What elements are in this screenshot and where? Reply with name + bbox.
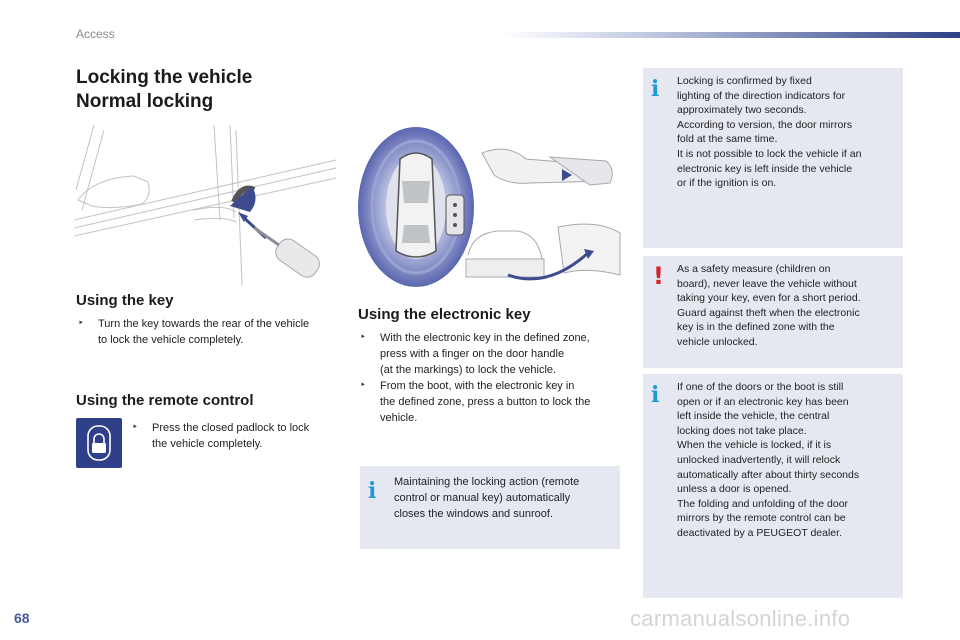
page-subtitle: Normal locking xyxy=(76,91,214,112)
door-key-illustration xyxy=(74,120,342,292)
electronic-bullet1-line2: press with a finger on the door handle xyxy=(380,348,565,360)
info-box-locking xyxy=(643,68,903,248)
bullet-mark-icon: ‣ xyxy=(78,318,84,329)
key-bullet-line2: to lock the vehicle completely. xyxy=(98,334,244,346)
section-label: Access xyxy=(76,27,115,41)
key-heading: Using the key xyxy=(76,292,174,309)
info-icon: i xyxy=(651,382,660,408)
electronic-heading: Using the electronic key xyxy=(358,306,531,323)
remote-heading: Using the remote control xyxy=(76,392,254,409)
electronic-key-illustration xyxy=(358,125,622,290)
bullet-mark-icon: ‣ xyxy=(132,422,138,433)
bullet-mark-icon: ‣ xyxy=(360,380,366,391)
header-bar xyxy=(500,32,960,38)
electronic-bullet1-line1: With the electronic key in the defined zone, xyxy=(380,332,590,344)
page-number: 68 xyxy=(14,610,30,626)
page-title: Locking the vehicle xyxy=(76,67,253,88)
key-bullet-line1: Turn the key towards the rear of the vehicle xyxy=(98,318,310,330)
info-box-sunroof xyxy=(360,466,620,549)
info-box-relock xyxy=(643,374,903,598)
electronic-bullet2-line1: From the boot, with the electronic key in xyxy=(380,380,575,392)
electronic-bullet2-line3: vehicle. xyxy=(380,412,418,424)
info-relock-text: If one of the doors or the boot is still open or if an electronic key has been left inside the vehicle, the central locking does not take place. When the vehicle is locked, if it is unlocked inadvertently, it will relock automatically after about thirty seconds unless a door is opened. The folding and unfolding of the door mirrors by the remote control can be deactivated by a PEUGEOT dealer. xyxy=(677,381,860,539)
watermark: carmanualsonline.info xyxy=(630,606,851,631)
electronic-bullet1-line3: (at the markings) to lock the vehicle. xyxy=(380,364,557,376)
warning-icon: ! xyxy=(653,262,664,290)
closed-padlock-icon xyxy=(76,418,122,468)
warning-box xyxy=(643,256,903,368)
warning-text: As a safety measure (children on board), never leave the vehicle without taking your key, even for a short period. Guard against theft when the electronic key is in the defined zone with the vehicle unlocked. xyxy=(677,263,861,348)
info-icon: i xyxy=(651,76,660,102)
info-sunroof-text: Maintaining the locking action (remote control or manual key) automatically closes the windows and sunroof. xyxy=(394,476,580,520)
electronic-bullet-2 xyxy=(358,378,645,426)
info-locking-text: Locking is confirmed by fixed lighting of the direction indicators for approximately two seconds. According to version, the door mirrors fold at the same time. It is not possible to lock the vehicle if an electronic key is left inside the vehicle or if the ignition is on. xyxy=(677,75,862,190)
key-bullet xyxy=(76,316,368,348)
electronic-bullet-1 xyxy=(358,330,645,378)
info-icon: i xyxy=(368,478,377,504)
remote-bullet xyxy=(130,420,362,452)
electronic-bullet2-line2: the defined zone, press a button to lock the xyxy=(380,396,591,408)
bullet-mark-icon: ‣ xyxy=(360,332,366,343)
remote-bullet-line1: Press the closed padlock to lock xyxy=(152,422,310,434)
remote-bullet-line2: the vehicle completely. xyxy=(152,438,263,450)
